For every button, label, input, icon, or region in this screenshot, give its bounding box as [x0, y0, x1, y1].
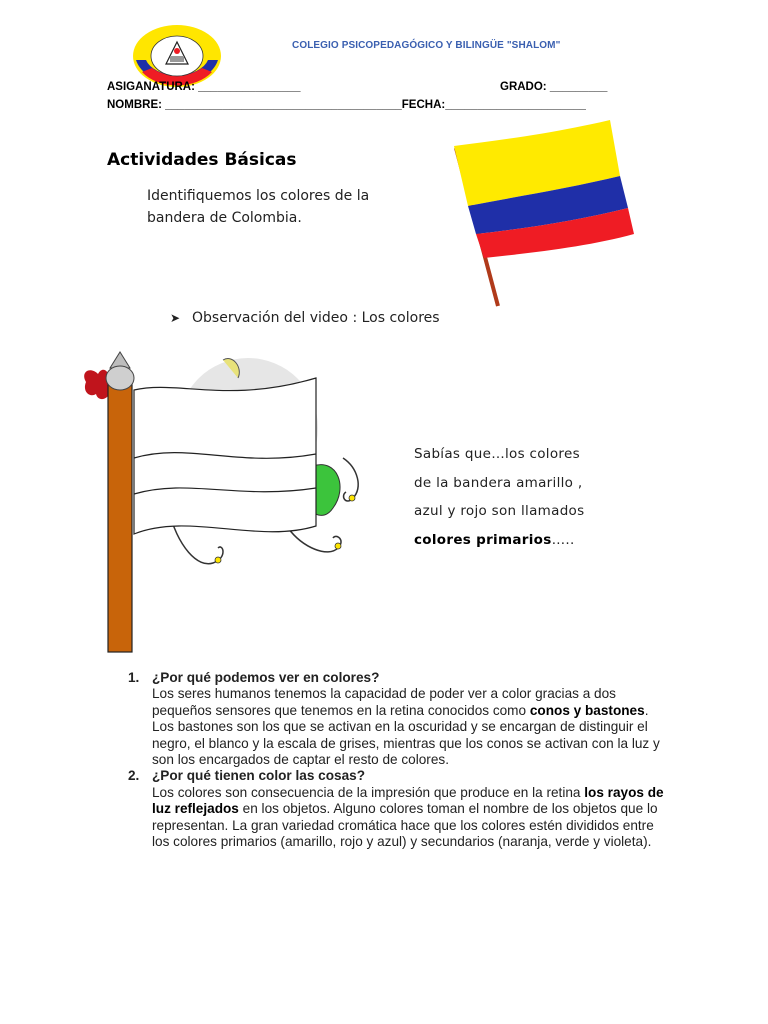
- primary-colors-term: colores primarios: [414, 531, 552, 548]
- nombre-fecha-field: NOMBRE: _____________________________________FECHA:______________________: [107, 99, 586, 111]
- asignatura-field: ASIGANATURA: ________________: [107, 81, 301, 93]
- arrow-bullet-icon: ➤: [170, 311, 181, 325]
- did-you-know-text: Sabías que…los colores de la bandera amarillo , azul y rojo son llamados colores primarios…..: [414, 446, 585, 548]
- school-name: COLEGIO PSICOPEDAGÓGICO Y BILINGÜE "SHALOM": [292, 40, 561, 51]
- grado-field: GRADO: _________: [500, 81, 608, 93]
- page-title: Actividades Básicas: [107, 150, 297, 170]
- question-answer: Los seres humanos tenemos la capacidad de poder ver a color gracias a dos pequeños sensores que tenemos en la retina conocidos como conos y bastones. Los bastones son los que se activan en la oscuridad y se encargan de distinguir el negro, el blanco y la escala de grises, mientras que los conos se activan con la luz y son los encargados de captar el resto de colores.: [152, 686, 660, 768]
- question-title: ¿Por qué tienen color las cosas?: [152, 768, 366, 784]
- intro-text: Identifiquemos los colores de la bandera de Colombia.: [147, 188, 370, 226]
- bullet-text: Observación del video : Los colores: [192, 310, 440, 326]
- question-item: 1. ¿Por qué podemos ver en colores? Los seres humanos tenemos la capacidad de poder ver a color gracias a dos pequeños sensores que tenemos en la retina conocidos como conos y bastones. Los bastones son los que se activan en la oscuridad y se encargan de distinguir el negro, el blanco y la escala de grises, mientras que los conos se activan con la luz y son los encargados de captar el resto de colores.: [128, 670, 668, 768]
- video-observation-item: [170, 310, 440, 326]
- school-seal-logo: [128, 20, 226, 90]
- colombia-flag-image: [440, 110, 640, 310]
- question-list: [128, 670, 668, 850]
- question-item: 2. ¿Por qué tienen color las cosas? Los colores son consecuencia de la impresión que produce en la retina los rayos de luz reflejados en los objetos. Alguno colores toman el nombre de los objetos que lo representan. La gran variedad cromática hace que los colores estén divididos entre los colores primarios (amarillo, rojo y azul) y secundarios (naranja, verde y violeta).: [128, 768, 668, 850]
- question-title: ¿Por qué podemos ver en colores?: [152, 670, 380, 685]
- uncolored-flag-drawing: [78, 348, 368, 658]
- question-answer: Los colores son consecuencia de la impresión que produce en la retina los rayos de luz reflejados en los objetos. Alguno colores toman el nombre de los objetos que lo representan. La gran variedad cromática hace que los colores estén divididos entre los colores primarios (amarillo, rojo y azul) y secundarios (naranja, verde y violeta).: [152, 784, 664, 850]
